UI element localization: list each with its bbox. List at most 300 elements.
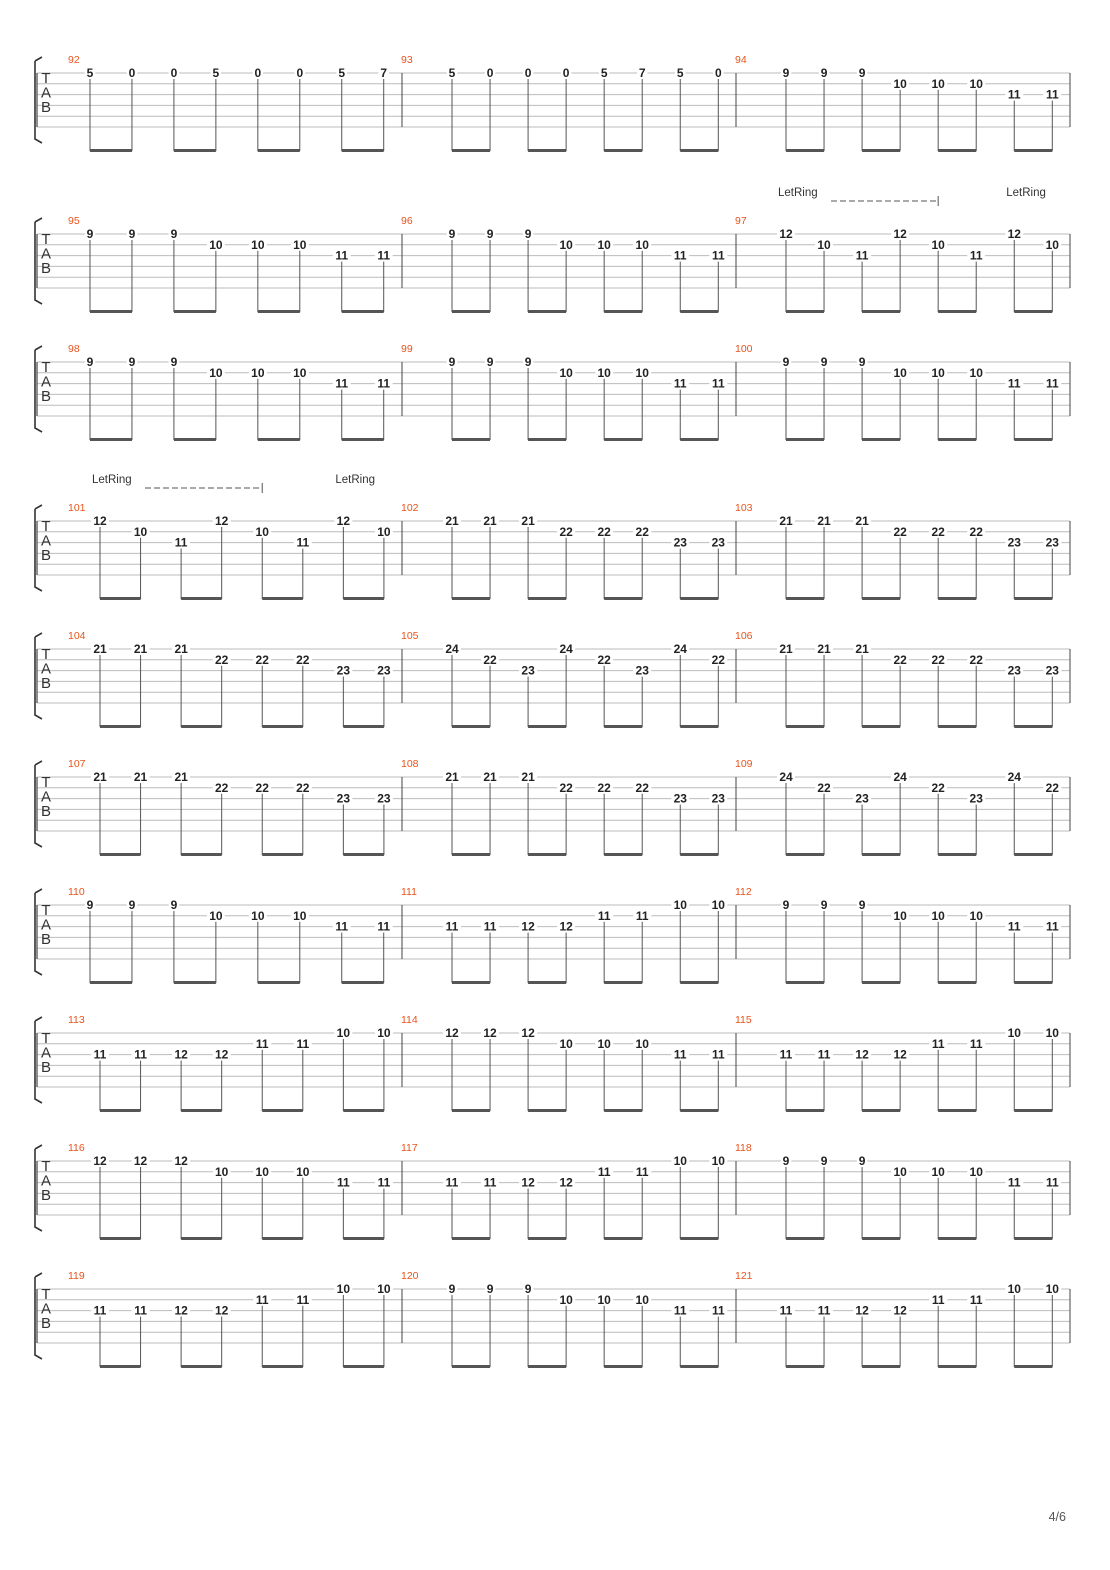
measure-number: 95 [68,215,80,227]
fret-number: 0 [170,66,178,80]
beam [100,853,141,856]
fret-number: 10 [296,1164,310,1179]
fret-number: 11 [296,1292,310,1307]
measure-number: 104 [68,630,86,642]
fret-number: 9 [524,1282,532,1296]
tab-system [35,758,1070,856]
tab-label-letter: A [40,532,52,550]
fret-number: 11 [377,919,391,934]
fret-number: 7 [380,66,388,80]
fret-number: 10 [559,1036,573,1051]
fret-number: 10 [893,1164,907,1179]
beam [258,310,300,313]
measure-number: 109 [735,758,753,770]
measure-number: 113 [68,1014,85,1026]
measure-number: 100 [735,343,753,355]
fret-number: 9 [128,227,136,241]
measure-number: 93 [401,54,413,66]
beam [452,981,490,984]
fret-number: 9 [448,355,456,369]
tab-label-letter: B [40,260,52,277]
beam [181,1365,222,1368]
beam [1014,310,1052,313]
fret-number: 12 [1007,227,1021,241]
fret-number: 12 [214,1047,229,1062]
beam [343,725,384,728]
fret-number: 21 [93,770,107,784]
fret-number: 10 [893,76,907,91]
beam [174,438,216,441]
fret-number: 22 [893,652,907,667]
beam [100,1109,141,1112]
beam [680,1365,718,1368]
fret-number: 10 [1007,1026,1021,1040]
fret-number: 22 [1045,780,1059,795]
fret-number: 11 [93,1303,107,1318]
beam [343,1237,384,1240]
fret-number: 21 [445,770,459,784]
tab-system [35,886,1070,984]
fret-number: 9 [782,1154,790,1168]
beam [786,310,824,313]
fret-number: 10 [255,524,269,539]
fret-number: 10 [251,908,265,923]
fret-number: 9 [86,227,94,241]
tab-label-letter: T [41,518,51,535]
fret-number: 21 [174,770,188,784]
fret-number: 11 [377,248,391,263]
beam [938,438,976,441]
tab-system [35,1142,1070,1240]
fret-number: 11 [255,1036,269,1051]
fret-number: 11 [597,908,611,923]
let-ring-label: LetRing [1006,187,1046,199]
fret-number: 12 [214,514,229,528]
fret-number: 21 [483,514,497,528]
fret-number: 22 [635,780,649,795]
fret-number: 5 [212,66,220,80]
beam [100,1237,141,1240]
beam [452,1109,490,1112]
fret-number: 9 [170,227,178,241]
beam [90,310,132,313]
fret-number: 12 [93,1154,107,1168]
measure-number: 115 [735,1014,752,1026]
beam [786,725,824,728]
tab-label-letter: T [41,231,51,248]
measure-number: 117 [401,1142,418,1154]
fret-number: 12 [483,1026,497,1040]
fret-number: 21 [445,514,459,528]
measure-number: 92 [68,54,80,66]
beam [680,1109,718,1112]
tab-system [35,187,1070,313]
beam [528,597,566,600]
fret-number: 9 [170,898,178,912]
fret-number: 10 [377,524,391,539]
fret-number: 12 [855,1303,869,1318]
fret-number: 24 [893,770,907,784]
fret-number: 22 [255,780,269,795]
beam [528,438,566,441]
fret-number: 24 [445,642,459,656]
fret-number: 9 [486,355,494,369]
tab-label-letter: T [41,1286,51,1303]
fret-number: 11 [335,248,349,263]
beam [343,597,384,600]
tab-label-letter: A [40,788,52,806]
beam [528,149,566,152]
beam [862,597,900,600]
fret-number: 10 [711,898,725,912]
fret-number: 11 [296,535,310,550]
fret-number: 5 [600,66,608,80]
beam [604,725,642,728]
fret-number: 10 [1045,1282,1059,1296]
beam [262,725,303,728]
beam [680,597,718,600]
fret-number: 10 [893,908,907,923]
fret-number: 10 [597,1036,611,1051]
fret-number: 21 [817,514,831,528]
tab-label-letter: B [40,1059,52,1076]
fret-number: 23 [635,663,649,678]
beam [174,310,216,313]
fret-number: 5 [676,66,684,80]
fret-number: 21 [817,642,831,656]
fret-number: 10 [931,1164,945,1179]
beam [862,149,900,152]
beam [100,1365,141,1368]
fret-number: 22 [597,524,611,539]
fret-number: 21 [855,642,869,656]
beam [181,1237,222,1240]
fret-number: 10 [711,1154,725,1168]
fret-number: 5 [86,66,94,80]
fret-number: 10 [635,1292,649,1307]
tab-label-letter: B [40,1315,52,1332]
fret-number: 9 [86,898,94,912]
fret-number: 12 [174,1047,188,1062]
fret-number: 9 [170,355,178,369]
fret-number: 10 [1045,1026,1059,1040]
fret-number: 11 [377,1175,391,1190]
beam [342,438,384,441]
beam [1014,438,1052,441]
fret-number: 11 [635,1164,649,1179]
fret-number: 11 [969,1292,983,1307]
beam [452,597,490,600]
beam [604,310,642,313]
beam [680,1237,718,1240]
tab-label-letter: A [40,1172,52,1190]
fret-number: 10 [293,908,307,923]
tab-label-letter: B [40,931,52,948]
fret-number: 23 [1007,535,1021,550]
beam [862,853,900,856]
beam [262,597,303,600]
fret-number: 10 [969,365,983,380]
fret-number: 11 [483,1175,497,1190]
beam [258,981,300,984]
fret-number: 23 [377,791,391,806]
fret-number: 11 [1045,1175,1059,1190]
fret-number: 9 [782,355,790,369]
fret-number: 23 [1007,663,1021,678]
beam [100,725,141,728]
fret-number: 12 [893,227,907,241]
beam [452,149,490,152]
measure-number: 120 [401,1270,419,1282]
fret-number: 22 [559,524,573,539]
tab-label-letter: T [41,1158,51,1175]
fret-number: 9 [524,227,532,241]
fret-number: 10 [931,908,945,923]
tab-label-letter: B [40,803,52,820]
beam [90,438,132,441]
beam [1014,981,1052,984]
beam [100,597,141,600]
fret-number: 11 [93,1047,107,1062]
fret-number: 10 [673,1154,687,1168]
page-number: 4/6 [1048,1510,1066,1524]
fret-number: 22 [931,524,945,539]
beam [938,597,976,600]
fret-number: 22 [255,652,269,667]
fret-number: 10 [251,237,265,252]
fret-number: 9 [820,355,828,369]
beam [343,1365,384,1368]
fret-number: 10 [931,76,945,91]
fret-number: 21 [174,642,188,656]
beam [680,981,718,984]
fret-number: 10 [673,898,687,912]
beam [262,1237,303,1240]
measure-number: 98 [68,343,80,355]
beam [342,310,384,313]
beam [528,725,566,728]
beam [604,981,642,984]
tab-label-letter: A [40,373,52,391]
fret-number: 10 [336,1282,351,1296]
fret-number: 10 [293,237,307,252]
beam [604,1109,642,1112]
fret-number: 22 [969,652,983,667]
fret-number: 10 [597,237,611,252]
beam [938,853,976,856]
fret-number: 22 [817,780,831,795]
fret-number: 5 [338,66,346,80]
fret-number: 24 [559,642,573,656]
beam [1014,149,1052,152]
fret-number: 11 [931,1036,945,1051]
beam [90,981,132,984]
fret-number: 11 [134,1303,147,1318]
beam [862,1365,900,1368]
fret-number: 21 [779,642,793,656]
fret-number: 21 [521,514,535,528]
beam [604,149,642,152]
fret-number: 23 [1045,663,1059,678]
beam [528,1237,566,1240]
fret-number: 12 [893,1303,907,1318]
fret-number: 11 [855,248,869,263]
beam [938,981,976,984]
fret-number: 23 [377,663,391,678]
fret-number: 11 [817,1303,831,1318]
measure-number: 102 [401,502,419,514]
measure-number: 111 [401,886,417,898]
fret-number: 22 [483,652,497,667]
fret-number: 10 [559,365,573,380]
beam [938,1365,976,1368]
fret-number: 12 [779,227,793,241]
fret-number: 22 [969,524,983,539]
fret-number: 9 [858,66,866,80]
beam [786,1109,824,1112]
fret-number: 9 [858,1154,866,1168]
tab-system [35,1270,1070,1368]
beam [528,853,566,856]
beam [604,853,642,856]
fret-number: 9 [86,355,94,369]
fret-number: 12 [521,919,535,934]
fret-number: 12 [133,1154,148,1168]
tab-label-letter: A [40,84,52,102]
fret-number: 0 [714,66,722,80]
beam [786,981,824,984]
fret-number: 10 [597,365,611,380]
beam [862,1109,900,1112]
fret-number: 11 [711,376,725,391]
fret-number: 11 [1007,919,1021,934]
beam [174,149,216,152]
fret-number: 0 [524,66,532,80]
beam [1014,1365,1052,1368]
fret-number: 11 [296,1036,310,1051]
fret-number: 10 [969,1164,983,1179]
beam [680,149,718,152]
beam [528,1365,566,1368]
fret-number: 23 [711,535,725,550]
fret-number: 10 [969,76,983,91]
fret-number: 24 [673,642,687,656]
fret-number: 11 [445,919,459,934]
fret-number: 22 [931,780,945,795]
tab-system [35,474,1070,600]
tab-label-letter: B [40,1187,52,1204]
tab-label-letter: T [41,902,51,919]
beam [1014,597,1052,600]
fret-number: 11 [1045,87,1059,102]
tab-label-letter: T [41,359,51,376]
tab-label-letter: T [41,774,51,791]
fret-number: 10 [893,365,907,380]
tab-system [35,54,1070,152]
measure-number: 94 [735,54,747,66]
fret-number: 10 [255,1164,269,1179]
fret-number: 10 [209,908,223,923]
fret-number: 9 [486,1282,494,1296]
fret-number: 12 [174,1303,188,1318]
fret-number: 10 [214,1164,229,1179]
measure-number: 108 [401,758,419,770]
measure-number: 118 [735,1142,752,1154]
beam [862,725,900,728]
fret-number: 23 [336,663,351,678]
beam [1014,1237,1052,1240]
fret-number: 21 [779,514,793,528]
tab-label-letter: T [41,70,51,87]
fret-number: 11 [255,1292,269,1307]
beam [452,1365,490,1368]
measure-number: 106 [735,630,753,642]
tab-label-letter: T [41,646,51,663]
fret-number: 23 [521,663,535,678]
fret-number: 12 [445,1026,459,1040]
fret-number: 11 [635,908,649,923]
fret-number: 11 [711,1303,725,1318]
tab-system [35,630,1070,728]
measure-number: 119 [68,1270,85,1282]
fret-number: 11 [134,1047,147,1062]
fret-number: 0 [296,66,304,80]
fret-number: 21 [521,770,535,784]
fret-number: 10 [559,1292,573,1307]
fret-number: 23 [855,791,869,806]
beam [862,310,900,313]
tab-label-letter: A [40,1300,52,1318]
beam [452,853,490,856]
fret-number: 21 [483,770,497,784]
fret-number: 10 [1045,237,1059,252]
fret-number: 11 [817,1047,831,1062]
tab-label-letter: B [40,99,52,116]
tab-label-letter: T [41,1030,51,1047]
fret-number: 12 [174,1154,188,1168]
measure-number: 101 [68,502,86,514]
beam [452,438,490,441]
beam [181,725,222,728]
fret-number: 21 [133,770,148,784]
fret-number: 12 [214,1303,229,1318]
beam [938,310,976,313]
fret-number: 21 [93,642,107,656]
fret-number: 23 [969,791,983,806]
fret-number: 10 [336,1026,351,1040]
beam [262,1109,303,1112]
fret-number: 9 [820,1154,828,1168]
fret-number: 9 [448,227,456,241]
fret-number: 9 [524,355,532,369]
fret-number: 10 [1007,1282,1021,1296]
let-ring-label: LetRing [92,474,132,486]
measure-number: 103 [735,502,753,514]
tab-label-letter: A [40,245,52,263]
beam [258,149,300,152]
fret-number: 0 [486,66,494,80]
fret-number: 10 [969,908,983,923]
fret-number: 11 [1045,919,1059,934]
beam [452,310,490,313]
fret-number: 11 [335,376,349,391]
fret-number: 0 [562,66,570,80]
beam [604,1365,642,1368]
fret-number: 10 [931,365,945,380]
fret-number: 24 [779,770,793,784]
fret-number: 11 [483,919,497,934]
fret-number: 9 [820,66,828,80]
